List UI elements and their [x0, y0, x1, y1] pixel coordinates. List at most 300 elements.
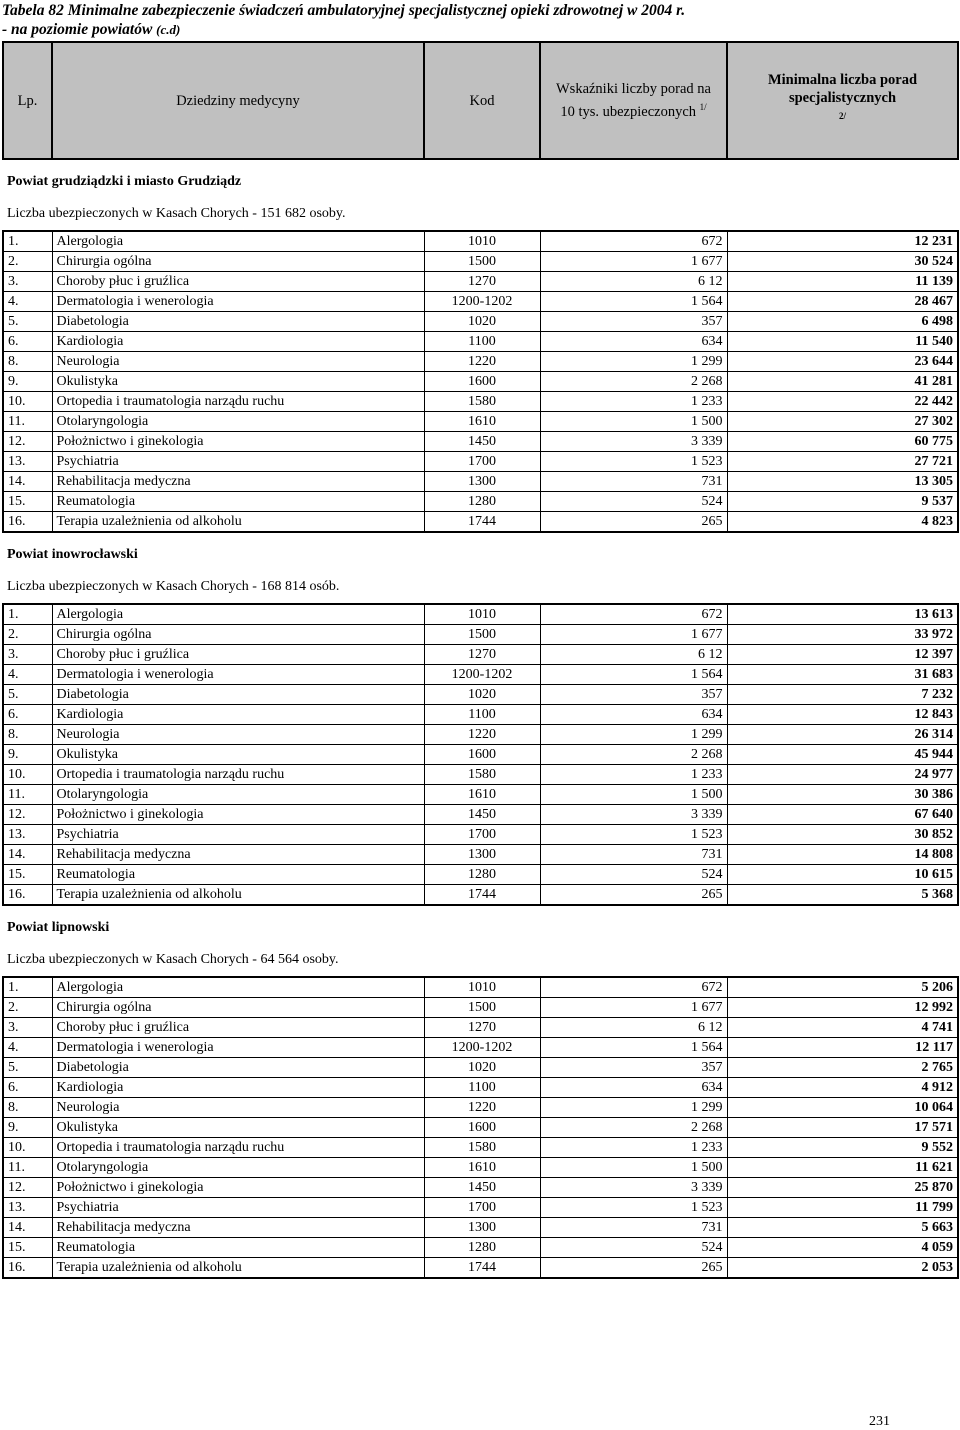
row-wskaznik: 357: [540, 685, 727, 705]
row-minimalna: 11 799: [727, 1198, 958, 1218]
row-wskaznik: 2 268: [540, 745, 727, 765]
row-kod: 1700: [424, 452, 540, 472]
row-kod: 1300: [424, 845, 540, 865]
row-kod: 1200-1202: [424, 1038, 540, 1058]
row-minimalna: 10 615: [727, 865, 958, 885]
row-minimalna: 4 741: [727, 1018, 958, 1038]
row-dziedzina: Dermatologia i wenerologia: [52, 665, 424, 685]
row-kod: 1700: [424, 1198, 540, 1218]
row-minimalna: 31 683: [727, 665, 958, 685]
row-kod: 1744: [424, 512, 540, 533]
row-kod: 1610: [424, 1158, 540, 1178]
table-row: [3, 1158, 958, 1178]
row-minimalna: 30 852: [727, 825, 958, 845]
row-kod: 1270: [424, 272, 540, 292]
row-lp: 5.: [3, 312, 52, 332]
row-lp: 11.: [3, 785, 52, 805]
row-wskaznik: 1 299: [540, 352, 727, 372]
row-wskaznik: 6 12: [540, 645, 727, 665]
row-lp: 2.: [3, 625, 52, 645]
row-wskaznik: 1 677: [540, 252, 727, 272]
row-kod: 1700: [424, 825, 540, 845]
document-title: [2, 1, 952, 39]
row-dziedzina: Okulistyka: [52, 745, 424, 765]
row-kod: 1200-1202: [424, 665, 540, 685]
row-minimalna: 12 397: [727, 645, 958, 665]
table-row: [3, 1138, 958, 1158]
table-body: [3, 159, 958, 1278]
row-dziedzina: Okulistyka: [52, 372, 424, 392]
header-min-line1: Minimalna liczba porad: [767, 72, 918, 89]
table-row: [3, 1198, 958, 1218]
row-dziedzina: Neurologia: [52, 352, 424, 372]
row-minimalna: 12 843: [727, 705, 958, 725]
row-kod: 1100: [424, 332, 540, 352]
row-wskaznik: 1 299: [540, 1098, 727, 1118]
table-row: [3, 825, 958, 845]
row-wskaznik: 672: [540, 977, 727, 998]
section-title-row: [3, 166, 958, 198]
table-row: [3, 865, 958, 885]
row-wskaznik: 524: [540, 1238, 727, 1258]
table-row: [3, 292, 958, 312]
row-wskaznik: 1 500: [540, 1158, 727, 1178]
row-minimalna: 11 540: [727, 332, 958, 352]
row-wskaznik: 1 564: [540, 292, 727, 312]
row-dziedzina: Chirurgia ogólna: [52, 998, 424, 1018]
table-row: [3, 452, 958, 472]
row-wskaznik: 1 564: [540, 665, 727, 685]
row-minimalna: 14 808: [727, 845, 958, 865]
table-row: [3, 372, 958, 392]
table-row: [3, 1258, 958, 1279]
row-minimalna: 60 775: [727, 432, 958, 452]
row-lp: 6.: [3, 705, 52, 725]
header-lp: Lp.: [3, 42, 52, 159]
row-kod: 1010: [424, 231, 540, 252]
row-lp: 15.: [3, 865, 52, 885]
row-dziedzina: Okulistyka: [52, 1118, 424, 1138]
row-kod: 1600: [424, 745, 540, 765]
table-row: [3, 272, 958, 292]
row-minimalna: 26 314: [727, 725, 958, 745]
table-header-row: [3, 42, 958, 159]
table-row: [3, 1038, 958, 1058]
row-wskaznik: 1 299: [540, 725, 727, 745]
section-title: Powiat grudziądzki i miasto Grudziądz: [7, 174, 242, 189]
row-minimalna: 17 571: [727, 1118, 958, 1138]
row-kod: 1744: [424, 1258, 540, 1279]
row-minimalna: 67 640: [727, 805, 958, 825]
row-lp: 1.: [3, 231, 52, 252]
row-dziedzina: Choroby płuc i gruźlica: [52, 645, 424, 665]
row-wskaznik: 731: [540, 472, 727, 492]
table-row: [3, 432, 958, 452]
section-spacer: [3, 532, 958, 539]
row-lp: 15.: [3, 1238, 52, 1258]
row-lp: 12.: [3, 805, 52, 825]
row-kod: 1500: [424, 625, 540, 645]
section-title: Powiat lipnowski: [7, 920, 110, 935]
row-dziedzina: Reumatologia: [52, 492, 424, 512]
row-kod: 1020: [424, 1058, 540, 1078]
row-lp: 8.: [3, 725, 52, 745]
row-lp: 6.: [3, 1078, 52, 1098]
row-dziedzina: Psychiatria: [52, 825, 424, 845]
row-kod: 1580: [424, 392, 540, 412]
table-row: [3, 625, 958, 645]
spacer-cell: [3, 159, 958, 166]
row-lp: 5.: [3, 685, 52, 705]
table-row: [3, 977, 958, 998]
row-kod: 1450: [424, 805, 540, 825]
row-kod: 1744: [424, 885, 540, 906]
row-wskaznik: 524: [540, 492, 727, 512]
table-row: [3, 252, 958, 272]
row-dziedzina: Rehabilitacja medyczna: [52, 1218, 424, 1238]
row-kod: 1600: [424, 372, 540, 392]
row-dziedzina: Ortopedia i traumatologia narządu ruchu: [52, 765, 424, 785]
row-lp: 4.: [3, 665, 52, 685]
header-wsk-note: 1/: [699, 102, 707, 113]
row-minimalna: 30 386: [727, 785, 958, 805]
row-kod: 1500: [424, 998, 540, 1018]
row-kod: 1300: [424, 472, 540, 492]
row-kod: 1280: [424, 492, 540, 512]
row-dziedzina: Dermatologia i wenerologia: [52, 292, 424, 312]
row-dziedzina: Choroby płuc i gruźlica: [52, 272, 424, 292]
row-dziedzina: Neurologia: [52, 725, 424, 745]
row-wskaznik: 1 233: [540, 765, 727, 785]
row-lp: 2.: [3, 252, 52, 272]
row-dziedzina: Reumatologia: [52, 865, 424, 885]
row-minimalna: 11 139: [727, 272, 958, 292]
title-sub-suffix: (c.d): [156, 22, 181, 37]
row-kod: 1580: [424, 1138, 540, 1158]
row-minimalna: 5 368: [727, 885, 958, 906]
table-row: [3, 765, 958, 785]
row-lp: 1.: [3, 604, 52, 625]
table-row: [3, 705, 958, 725]
row-kod: 1010: [424, 604, 540, 625]
table-row: [3, 1178, 958, 1198]
section-info: Liczba ubezpieczonych w Kasach Chorych - 168 814 osób.: [7, 579, 340, 594]
row-lp: 14.: [3, 845, 52, 865]
row-lp: 10.: [3, 765, 52, 785]
section-spacer: [3, 159, 958, 166]
header-kod: Kod: [424, 42, 540, 159]
title-sub: [2, 20, 952, 39]
row-dziedzina: Terapia uzależnienia od alkoholu: [52, 885, 424, 906]
section-info-row: [3, 198, 958, 231]
table-row: [3, 1058, 958, 1078]
row-dziedzina: Choroby płuc i gruźlica: [52, 1018, 424, 1038]
row-dziedzina: Psychiatria: [52, 1198, 424, 1218]
section-title-row: [3, 539, 958, 571]
row-minimalna: 4 912: [727, 1078, 958, 1098]
row-lp: 3.: [3, 272, 52, 292]
table-row: [3, 332, 958, 352]
row-dziedzina: Neurologia: [52, 1098, 424, 1118]
row-wskaznik: 1 523: [540, 1198, 727, 1218]
row-minimalna: 12 231: [727, 231, 958, 252]
row-wskaznik: 672: [540, 231, 727, 252]
row-lp: 13.: [3, 825, 52, 845]
row-wskaznik: 6 12: [540, 1018, 727, 1038]
section-title-row: [3, 912, 958, 944]
table-row: [3, 1098, 958, 1118]
header-wsk-line2: 10 tys. ubezpieczonych: [560, 103, 697, 120]
table-row: [3, 512, 958, 533]
row-wskaznik: 3 339: [540, 805, 727, 825]
row-minimalna: 4 059: [727, 1238, 958, 1258]
row-kod: 1280: [424, 865, 540, 885]
row-lp: 4.: [3, 292, 52, 312]
row-kod: 1610: [424, 412, 540, 432]
row-minimalna: 4 823: [727, 512, 958, 533]
row-dziedzina: Reumatologia: [52, 1238, 424, 1258]
table-row: [3, 845, 958, 865]
row-kod: 1020: [424, 685, 540, 705]
row-wskaznik: 1 677: [540, 998, 727, 1018]
row-wskaznik: 3 339: [540, 1178, 727, 1198]
row-kod: 1450: [424, 432, 540, 452]
row-dziedzina: Chirurgia ogólna: [52, 625, 424, 645]
table-row: [3, 1018, 958, 1038]
section-spacer: [3, 905, 958, 912]
row-lp: 14.: [3, 1218, 52, 1238]
section-info: Liczba ubezpieczonych w Kasach Chorych - 64 564 osoby.: [7, 952, 339, 967]
spacer-cell: [3, 532, 958, 539]
table-row: [3, 1218, 958, 1238]
title-main: Tabela 82 Minimalne zabezpieczenie świadczeń ambulatoryjnej specjalistycznej opieki zdrowotnej w 2004 r.: [2, 2, 686, 19]
table-row: [3, 665, 958, 685]
table-row: [3, 604, 958, 625]
row-wskaznik: 634: [540, 332, 727, 352]
row-lp: 16.: [3, 512, 52, 533]
row-wskaznik: 2 268: [540, 1118, 727, 1138]
table-row: [3, 472, 958, 492]
row-dziedzina: Chirurgia ogólna: [52, 252, 424, 272]
row-lp: 9.: [3, 1118, 52, 1138]
row-wskaznik: 265: [540, 1258, 727, 1279]
row-wskaznik: 6 12: [540, 272, 727, 292]
row-lp: 15.: [3, 492, 52, 512]
table-row: [3, 231, 958, 252]
row-kod: 1580: [424, 765, 540, 785]
row-minimalna: 5 206: [727, 977, 958, 998]
table-row: [3, 312, 958, 332]
row-lp: 3.: [3, 645, 52, 665]
table-row: [3, 685, 958, 705]
section-title: Powiat inowrocławski: [7, 547, 138, 562]
row-wskaznik: 672: [540, 604, 727, 625]
row-kod: 1200-1202: [424, 292, 540, 312]
row-lp: 9.: [3, 745, 52, 765]
table-row: [3, 785, 958, 805]
row-kod: 1220: [424, 725, 540, 745]
row-minimalna: 11 621: [727, 1158, 958, 1178]
row-dziedzina: Położnictwo i ginekologia: [52, 432, 424, 452]
row-wskaznik: 357: [540, 312, 727, 332]
row-kod: 1220: [424, 352, 540, 372]
row-wskaznik: 731: [540, 845, 727, 865]
row-minimalna: 27 302: [727, 412, 958, 432]
table-row: [3, 1238, 958, 1258]
row-wskaznik: 1 564: [540, 1038, 727, 1058]
row-lp: 8.: [3, 1098, 52, 1118]
page-number: 231: [869, 1414, 890, 1429]
row-wskaznik: 634: [540, 1078, 727, 1098]
table-row: [3, 412, 958, 432]
row-dziedzina: Terapia uzależnienia od alkoholu: [52, 1258, 424, 1279]
row-minimalna: 12 992: [727, 998, 958, 1018]
row-kod: 1450: [424, 1178, 540, 1198]
row-minimalna: 5 663: [727, 1218, 958, 1238]
row-lp: 9.: [3, 372, 52, 392]
row-lp: 5.: [3, 1058, 52, 1078]
row-wskaznik: 1 233: [540, 392, 727, 412]
table-row: [3, 352, 958, 372]
row-lp: 13.: [3, 1198, 52, 1218]
row-dziedzina: Ortopedia i traumatologia narządu ruchu: [52, 1138, 424, 1158]
table-row: [3, 998, 958, 1018]
row-kod: 1100: [424, 705, 540, 725]
specialist-care-table: [2, 41, 959, 1279]
row-wskaznik: 265: [540, 512, 727, 533]
row-minimalna: 9 537: [727, 492, 958, 512]
row-wskaznik: 1 233: [540, 1138, 727, 1158]
row-lp: 12.: [3, 1178, 52, 1198]
row-minimalna: 22 442: [727, 392, 958, 412]
row-minimalna: 2 765: [727, 1058, 958, 1078]
row-dziedzina: Położnictwo i ginekologia: [52, 1178, 424, 1198]
row-lp: 1.: [3, 977, 52, 998]
header-dziedziny: Dziedziny medycyny: [52, 42, 424, 159]
row-minimalna: 12 117: [727, 1038, 958, 1058]
section-info-row: [3, 944, 958, 977]
row-dziedzina: Rehabilitacja medyczna: [52, 472, 424, 492]
row-lp: 8.: [3, 352, 52, 372]
row-lp: 4.: [3, 1038, 52, 1058]
row-minimalna: 27 721: [727, 452, 958, 472]
row-kod: 1610: [424, 785, 540, 805]
row-kod: 1280: [424, 1238, 540, 1258]
table-row: [3, 1078, 958, 1098]
row-wskaznik: 1 523: [540, 825, 727, 845]
row-lp: 2.: [3, 998, 52, 1018]
row-minimalna: 23 644: [727, 352, 958, 372]
table-row: [3, 645, 958, 665]
row-dziedzina: Otolaryngologia: [52, 1158, 424, 1178]
row-lp: 16.: [3, 885, 52, 906]
table-row: [3, 805, 958, 825]
header-wskazniki: [540, 42, 727, 159]
row-dziedzina: Kardiologia: [52, 332, 424, 352]
title-sub-prefix: - na poziomie powiatów: [2, 21, 157, 38]
row-minimalna: 30 524: [727, 252, 958, 272]
row-kod: 1270: [424, 645, 540, 665]
table-row: [3, 1118, 958, 1138]
row-wskaznik: 3 339: [540, 432, 727, 452]
row-dziedzina: Kardiologia: [52, 1078, 424, 1098]
row-minimalna: 41 281: [727, 372, 958, 392]
section-info-row: [3, 571, 958, 604]
row-wskaznik: 1 500: [540, 785, 727, 805]
row-lp: 10.: [3, 1138, 52, 1158]
row-wskaznik: 1 500: [540, 412, 727, 432]
header-wsk-line1: Wskaźniki liczby porad na: [555, 81, 711, 98]
row-kod: 1010: [424, 977, 540, 998]
row-wskaznik: 1 523: [540, 452, 727, 472]
row-lp: 10.: [3, 392, 52, 412]
row-lp: 16.: [3, 1258, 52, 1279]
row-wskaznik: 2 268: [540, 372, 727, 392]
row-kod: 1500: [424, 252, 540, 272]
row-dziedzina: Otolaryngologia: [52, 785, 424, 805]
row-dziedzina: Psychiatria: [52, 452, 424, 472]
row-dziedzina: Otolaryngologia: [52, 412, 424, 432]
row-wskaznik: 1 677: [540, 625, 727, 645]
table-row: [3, 885, 958, 906]
row-dziedzina: Ortopedia i traumatologia narządu ruchu: [52, 392, 424, 412]
row-dziedzina: Diabetologia: [52, 685, 424, 705]
row-lp: 14.: [3, 472, 52, 492]
row-dziedzina: Terapia uzależnienia od alkoholu: [52, 512, 424, 533]
row-lp: 11.: [3, 412, 52, 432]
row-dziedzina: Alergologia: [52, 604, 424, 625]
row-lp: 3.: [3, 1018, 52, 1038]
row-wskaznik: 731: [540, 1218, 727, 1238]
row-wskaznik: 634: [540, 705, 727, 725]
row-minimalna: 9 552: [727, 1138, 958, 1158]
row-kod: 1020: [424, 312, 540, 332]
row-minimalna: 24 977: [727, 765, 958, 785]
row-lp: 11.: [3, 1158, 52, 1178]
row-wskaznik: 265: [540, 885, 727, 906]
row-dziedzina: Diabetologia: [52, 1058, 424, 1078]
row-minimalna: 13 305: [727, 472, 958, 492]
row-dziedzina: Alergologia: [52, 231, 424, 252]
row-dziedzina: Rehabilitacja medyczna: [52, 845, 424, 865]
header-minimalna: [727, 42, 958, 159]
row-dziedzina: Dermatologia i wenerologia: [52, 1038, 424, 1058]
row-minimalna: 45 944: [727, 745, 958, 765]
row-minimalna: 2 053: [727, 1258, 958, 1279]
row-dziedzina: Diabetologia: [52, 312, 424, 332]
row-lp: 12.: [3, 432, 52, 452]
table-row: [3, 392, 958, 412]
row-dziedzina: Kardiologia: [52, 705, 424, 725]
row-kod: 1270: [424, 1018, 540, 1038]
header-min-note-wrap: [732, 107, 953, 130]
row-minimalna: 10 064: [727, 1098, 958, 1118]
header-wsk-line2-wrap: [545, 98, 722, 121]
row-kod: 1220: [424, 1098, 540, 1118]
spacer-cell: [3, 905, 958, 912]
table-row: [3, 492, 958, 512]
row-kod: 1100: [424, 1078, 540, 1098]
table-row: [3, 725, 958, 745]
row-minimalna: 25 870: [727, 1178, 958, 1198]
row-dziedzina: Alergologia: [52, 977, 424, 998]
row-minimalna: 28 467: [727, 292, 958, 312]
row-kod: 1300: [424, 1218, 540, 1238]
row-minimalna: 6 498: [727, 312, 958, 332]
row-minimalna: 33 972: [727, 625, 958, 645]
section-info: Liczba ubezpieczonych w Kasach Chorych - 151 682 osoby.: [7, 206, 346, 221]
table-row: [3, 745, 958, 765]
